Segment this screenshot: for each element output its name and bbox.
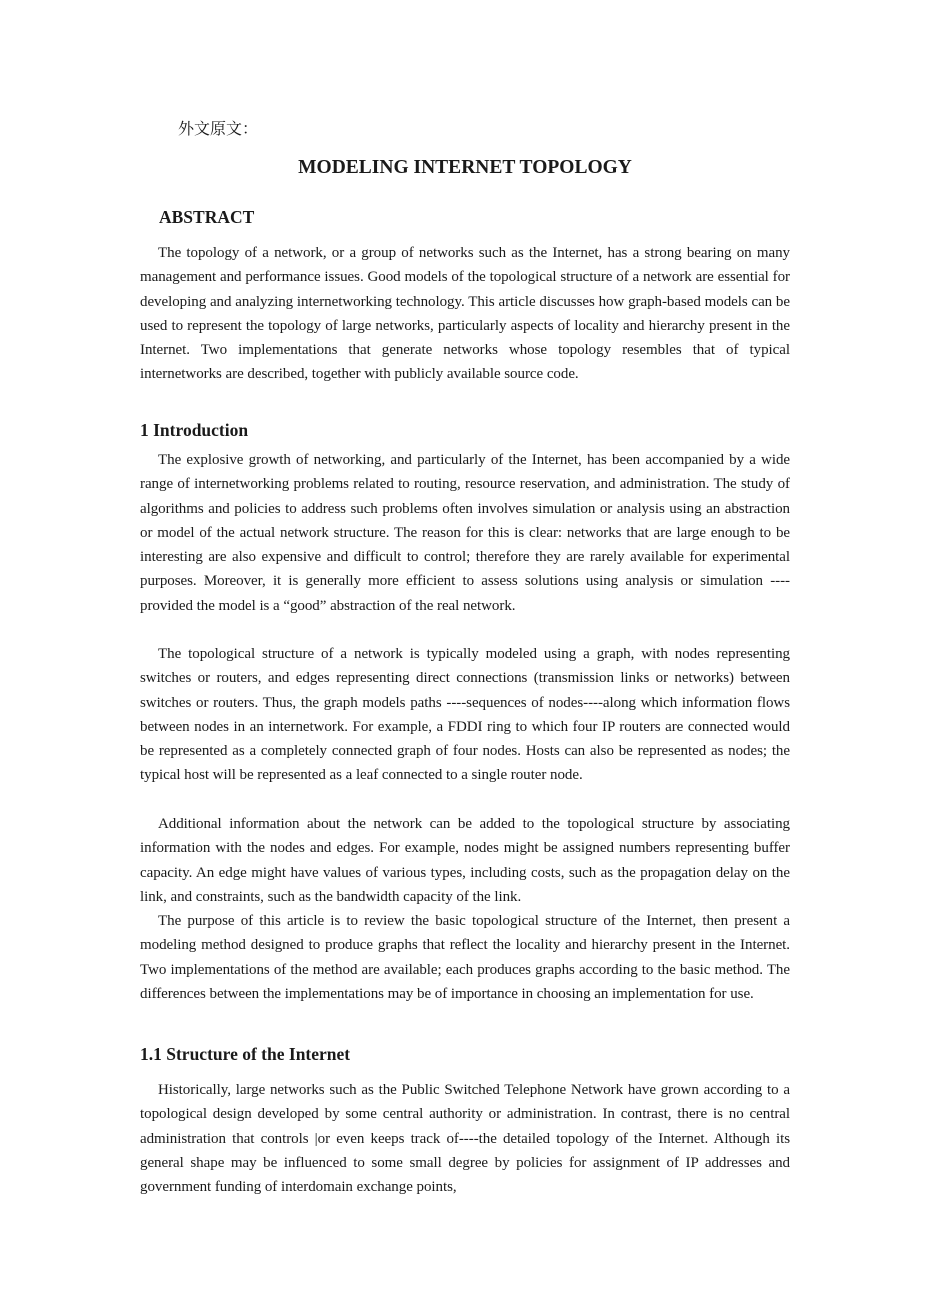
- introduction-paragraph-1: The explosive growth of networking, and particularly of the Internet, has been accompanied by a wide range of internetworking problems related to routing, resource reservation, and administration. The study of algorithms and policies to address such problems often involves simulation or analysis using an abstraction or model of the actual network structure. The reason for this is clear: networks that are large enough to be interesting are also expensive and difficult to control; therefore they are rarely available for experimental purposes. Moreover, it is generally more efficient to assess solutions using analysis or simulation ---- provided the model is a “good” abstraction of the real network.: [140, 452, 790, 614]
- introduction-heading: 1 Introduction: [140, 420, 249, 440]
- structure-paragraph-1: Historically, large networks such as the Public Switched Telephone Network have grown according to a topological design developed by some central authority or administration. In contrast, there is no central administration that controls |or even keeps track of----the detailed topology of the Internet. Although its general shape may be influenced to some small degree by policies for assignment of IP addresses and government funding of interdomain exchange points,: [140, 1082, 790, 1196]
- introduction-paragraph-4: The purpose of this article is to review the basic topological structure of the Internet, then present a modeling method designed to produce graphs that reflect the locality and hierarchy present in the Internet. Two implementations of the method are available; each produces graphs according to the basic method. The differences between the implementations may be of importance in choosing an implementation for use.: [140, 913, 790, 1002]
- structure-heading: 1.1 Structure of the Internet: [140, 1044, 351, 1064]
- page-title: MODELING INTERNET TOPOLOGY: [298, 157, 632, 178]
- abstract-heading: ABSTRACT: [159, 207, 255, 227]
- abstract-paragraph: The topology of a network, or a group of networks such as the Internet, has a strong bearing on many management and performance issues. Good models of the topological structure of a network are essential for developing and analyzing internetworking technology. This article discusses how graph-based models can be used to represent the topology of large networks, particularly aspects of locality and hierarchy present in the Internet. Two implementations that generate networks whose topology resembles that of typical internetworks are described, together with publicly available source code.: [140, 245, 790, 383]
- introduction-paragraph-3: Additional information about the network can be added to the topological structure by associating information with the nodes and edges. For example, nodes might be assigned numbers representing buffer capacity. An edge might have values of various types, including costs, such as the propagation delay on the link, and constraints, such as the bandwidth capacity of the link.: [140, 816, 790, 905]
- original-text-label: 外文原文：: [178, 119, 259, 138]
- introduction-paragraph-2: The topological structure of a network is typically modeled using a graph, with nodes representing switches or routers, and edges representing direct connections (transmission links or networks) between switches or routers. Thus, the graph models paths ----sequences of nodes----along which information flows between nodes in an internetwork. For example, a FDDI ring to which four IP routers are connected would be represented as a completely connected graph of four nodes. Hosts can also be represented as nodes; the typical host will be represented as a leaf connected to a single router node.: [140, 646, 790, 784]
